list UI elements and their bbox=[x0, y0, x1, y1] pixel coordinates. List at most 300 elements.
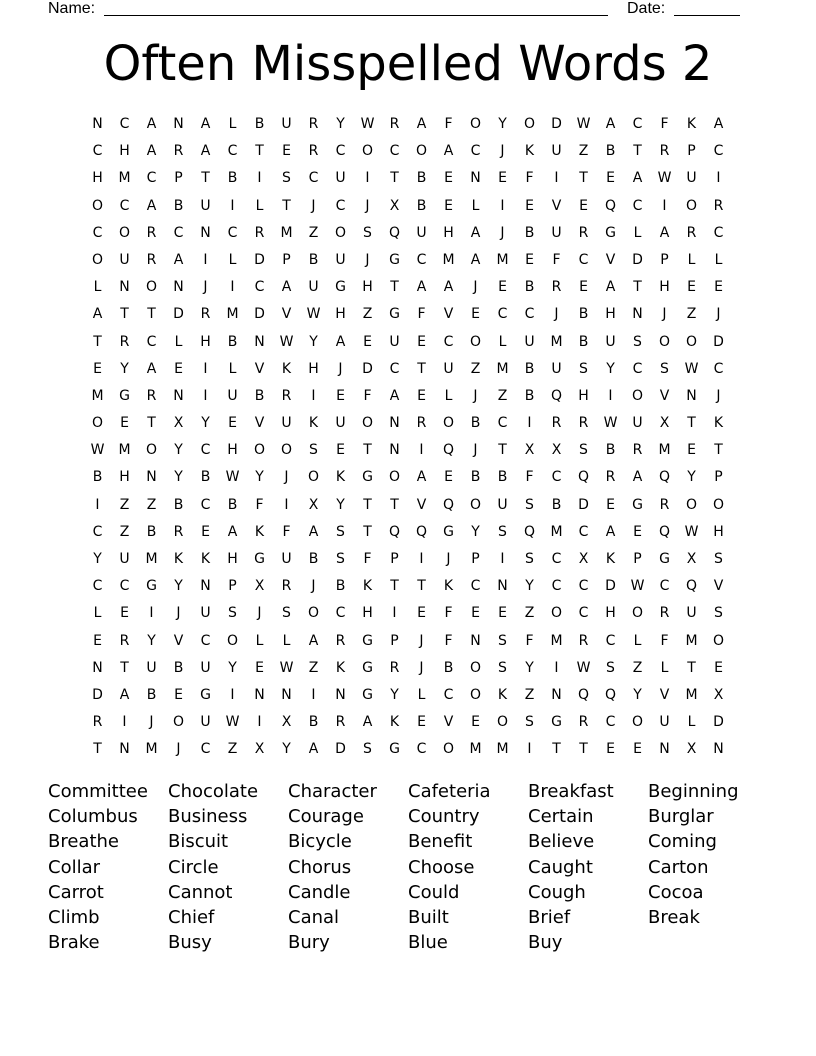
grid-letter[interactable]: S bbox=[525, 551, 534, 567]
grid-letter[interactable]: I bbox=[608, 387, 613, 404]
grid-letter[interactable]: T bbox=[363, 442, 372, 459]
grid-letter[interactable]: S bbox=[660, 360, 669, 377]
grid-letter[interactable]: J bbox=[257, 605, 262, 622]
grid-letter[interactable]: N bbox=[632, 306, 643, 323]
grid-letter[interactable]: O bbox=[685, 197, 698, 214]
grid-letter[interactable]: O bbox=[415, 143, 428, 160]
grid-letter[interactable]: W bbox=[306, 306, 321, 323]
grid-letter[interactable]: D bbox=[173, 306, 184, 323]
grid-letter[interactable]: G bbox=[632, 496, 643, 513]
grid-letter[interactable]: U bbox=[632, 415, 643, 432]
grid-letter[interactable]: S bbox=[579, 360, 588, 377]
grid-letter[interactable]: C bbox=[578, 578, 589, 595]
grid-letter[interactable]: B bbox=[227, 496, 238, 513]
grid-letter[interactable]: S bbox=[633, 333, 642, 350]
grid-letter[interactable]: G bbox=[362, 659, 373, 676]
grid-letter[interactable]: U bbox=[281, 551, 292, 567]
grid-letter[interactable]: O bbox=[280, 442, 293, 459]
grid-letter[interactable]: K bbox=[362, 578, 373, 595]
grid-letter[interactable]: J bbox=[473, 387, 478, 404]
grid-letter[interactable]: L bbox=[228, 116, 237, 132]
grid-letter[interactable]: C bbox=[605, 714, 616, 731]
grid-letter[interactable]: T bbox=[633, 143, 642, 160]
grid-letter[interactable]: Y bbox=[687, 469, 696, 486]
grid-letter[interactable]: W bbox=[90, 442, 105, 459]
grid-letter[interactable]: M bbox=[145, 551, 158, 567]
grid-letter[interactable]: I bbox=[203, 387, 208, 404]
grid-letter[interactable]: Q bbox=[658, 523, 671, 540]
grid-letter[interactable]: S bbox=[498, 659, 507, 676]
grid-letter[interactable]: C bbox=[578, 605, 589, 622]
grid-letter[interactable]: P bbox=[390, 551, 399, 567]
grid-letter[interactable]: O bbox=[442, 415, 455, 432]
grid-letter[interactable]: N bbox=[389, 415, 400, 432]
grid-letter[interactable]: L bbox=[228, 360, 237, 377]
grid-letter[interactable]: V bbox=[254, 360, 265, 377]
grid-letter[interactable]: O bbox=[496, 714, 509, 731]
grid-letter[interactable]: H bbox=[227, 551, 238, 567]
grid-letter[interactable]: O bbox=[145, 279, 158, 296]
grid-letter[interactable]: E bbox=[579, 197, 588, 214]
grid-letter[interactable]: R bbox=[686, 224, 697, 241]
grid-letter[interactable]: I bbox=[311, 686, 316, 703]
grid-letter[interactable]: E bbox=[201, 523, 210, 540]
grid-letter[interactable]: V bbox=[281, 306, 292, 323]
grid-letter[interactable]: L bbox=[228, 251, 237, 268]
grid-letter[interactable]: M bbox=[685, 632, 698, 649]
grid-letter[interactable]: F bbox=[552, 251, 561, 268]
grid-letter[interactable]: N bbox=[497, 578, 508, 595]
grid-letter[interactable]: W bbox=[279, 333, 294, 350]
grid-letter[interactable]: Z bbox=[497, 387, 508, 404]
grid-letter[interactable]: W bbox=[684, 523, 699, 540]
grid-letter[interactable]: B bbox=[551, 496, 562, 513]
grid-letter[interactable]: U bbox=[551, 224, 562, 241]
grid-letter[interactable]: Z bbox=[227, 741, 238, 758]
grid-letter[interactable]: B bbox=[200, 469, 211, 486]
grid-letter[interactable]: R bbox=[146, 251, 157, 268]
grid-letter[interactable]: R bbox=[578, 224, 589, 241]
grid-letter[interactable]: U bbox=[146, 659, 157, 676]
grid-letter[interactable]: V bbox=[605, 251, 616, 268]
grid-letter[interactable]: O bbox=[172, 714, 185, 731]
grid-letter[interactable]: U bbox=[659, 714, 670, 731]
grid-letter[interactable]: J bbox=[446, 551, 451, 567]
grid-letter[interactable]: M bbox=[118, 170, 131, 187]
grid-letter[interactable]: E bbox=[228, 415, 237, 432]
grid-letter[interactable]: R bbox=[551, 415, 562, 432]
grid-letter[interactable]: R bbox=[281, 578, 292, 595]
grid-letter[interactable]: A bbox=[470, 224, 481, 241]
grid-letter[interactable]: I bbox=[554, 170, 559, 187]
grid-letter[interactable]: Q bbox=[388, 224, 401, 241]
grid-letter[interactable]: K bbox=[254, 523, 265, 540]
grid-letter[interactable]: M bbox=[550, 632, 563, 649]
grid-letter[interactable]: W bbox=[657, 170, 672, 187]
grid-letter[interactable]: M bbox=[226, 306, 239, 323]
grid-letter[interactable]: O bbox=[658, 333, 671, 350]
grid-letter[interactable]: A bbox=[470, 251, 481, 268]
grid-letter[interactable]: T bbox=[120, 659, 129, 676]
grid-letter[interactable]: J bbox=[662, 306, 667, 323]
grid-letter[interactable]: J bbox=[149, 714, 154, 731]
grid-letter[interactable]: C bbox=[632, 360, 643, 377]
grid-letter[interactable]: O bbox=[685, 496, 698, 513]
grid-letter[interactable]: J bbox=[176, 741, 181, 758]
grid-letter[interactable]: B bbox=[524, 224, 535, 241]
grid-letter[interactable]: E bbox=[444, 170, 453, 187]
grid-letter[interactable]: N bbox=[659, 741, 670, 758]
grid-letter[interactable]: O bbox=[469, 686, 482, 703]
grid-letter[interactable]: G bbox=[443, 523, 454, 540]
grid-letter[interactable]: H bbox=[335, 306, 346, 323]
grid-letter[interactable]: S bbox=[606, 659, 615, 676]
grid-letter[interactable]: C bbox=[470, 143, 481, 160]
grid-letter[interactable]: N bbox=[254, 333, 265, 350]
grid-letter[interactable]: I bbox=[284, 496, 289, 513]
grid-letter[interactable]: J bbox=[203, 279, 208, 296]
grid-letter[interactable]: E bbox=[417, 333, 426, 350]
grid-letter[interactable]: H bbox=[362, 279, 373, 296]
grid-letter[interactable]: O bbox=[442, 741, 455, 758]
grid-letter[interactable]: M bbox=[550, 333, 563, 350]
grid-letter[interactable]: Z bbox=[632, 659, 643, 676]
grid-letter[interactable]: E bbox=[633, 741, 642, 758]
grid-letter[interactable]: S bbox=[336, 523, 345, 540]
grid-letter[interactable]: E bbox=[417, 714, 426, 731]
grid-letter[interactable]: S bbox=[498, 523, 507, 540]
grid-letter[interactable]: C bbox=[173, 224, 184, 241]
grid-letter[interactable]: F bbox=[525, 170, 534, 187]
grid-letter[interactable]: Z bbox=[308, 224, 319, 241]
grid-letter[interactable]: B bbox=[497, 469, 508, 486]
grid-letter[interactable]: L bbox=[417, 686, 426, 703]
grid-letter[interactable]: E bbox=[255, 659, 264, 676]
grid-letter[interactable]: F bbox=[255, 496, 264, 513]
grid-letter[interactable]: C bbox=[632, 116, 643, 132]
grid-letter[interactable]: R bbox=[578, 415, 589, 432]
grid-letter[interactable]: N bbox=[254, 686, 265, 703]
grid-letter[interactable]: K bbox=[335, 659, 346, 676]
grid-letter[interactable]: A bbox=[632, 469, 643, 486]
grid-letter[interactable]: B bbox=[416, 197, 427, 214]
grid-letter[interactable]: E bbox=[714, 659, 723, 676]
grid-letter[interactable]: T bbox=[390, 578, 399, 595]
grid-letter[interactable]: J bbox=[365, 251, 370, 268]
grid-letter[interactable]: O bbox=[469, 333, 482, 350]
grid-letter[interactable]: E bbox=[606, 496, 615, 513]
grid-letter[interactable]: C bbox=[524, 306, 535, 323]
grid-letter[interactable]: A bbox=[605, 523, 616, 540]
grid-letter[interactable]: R bbox=[551, 279, 562, 296]
grid-letter[interactable]: G bbox=[362, 632, 373, 649]
grid-letter[interactable]: F bbox=[660, 116, 669, 132]
grid-letter[interactable]: C bbox=[92, 224, 103, 241]
grid-letter[interactable]: U bbox=[281, 415, 292, 432]
grid-letter[interactable]: X bbox=[551, 442, 562, 459]
grid-letter[interactable]: L bbox=[93, 279, 102, 296]
grid-letter[interactable]: Z bbox=[119, 523, 130, 540]
grid-letter[interactable]: Y bbox=[606, 360, 615, 377]
grid-letter[interactable]: Y bbox=[471, 523, 480, 540]
grid-letter[interactable]: K bbox=[497, 686, 508, 703]
grid-letter[interactable]: R bbox=[713, 197, 724, 214]
grid-letter[interactable]: R bbox=[92, 714, 103, 731]
grid-letter[interactable]: I bbox=[500, 197, 505, 214]
grid-letter[interactable]: I bbox=[554, 659, 559, 676]
grid-letter[interactable]: U bbox=[335, 251, 346, 268]
grid-letter[interactable]: R bbox=[119, 632, 130, 649]
grid-letter[interactable]: Q bbox=[577, 686, 590, 703]
grid-letter[interactable]: R bbox=[578, 632, 589, 649]
grid-letter[interactable]: O bbox=[118, 224, 131, 241]
grid-letter[interactable]: N bbox=[92, 116, 103, 132]
grid-letter[interactable]: A bbox=[605, 279, 616, 296]
grid-letter[interactable]: C bbox=[632, 197, 643, 214]
grid-letter[interactable]: E bbox=[120, 605, 129, 622]
grid-letter[interactable]: C bbox=[308, 170, 319, 187]
grid-letter[interactable]: R bbox=[335, 714, 346, 731]
grid-letter[interactable]: K bbox=[686, 116, 697, 132]
grid-letter[interactable]: J bbox=[311, 197, 316, 214]
grid-letter[interactable]: T bbox=[147, 415, 156, 432]
grid-letter[interactable]: U bbox=[335, 170, 346, 187]
grid-letter[interactable]: O bbox=[91, 251, 104, 268]
grid-letter[interactable]: A bbox=[308, 523, 319, 540]
grid-letter[interactable]: R bbox=[416, 415, 427, 432]
grid-letter[interactable]: D bbox=[551, 116, 562, 132]
grid-letter[interactable]: E bbox=[579, 279, 588, 296]
grid-letter[interactable]: C bbox=[335, 605, 346, 622]
grid-letter[interactable]: E bbox=[687, 279, 696, 296]
grid-letter[interactable]: C bbox=[443, 686, 454, 703]
grid-letter[interactable]: T bbox=[93, 333, 102, 350]
grid-letter[interactable]: P bbox=[282, 251, 291, 268]
grid-letter[interactable]: B bbox=[308, 551, 319, 567]
grid-letter[interactable]: M bbox=[496, 251, 509, 268]
grid-letter[interactable]: V bbox=[443, 714, 454, 731]
grid-letter[interactable]: I bbox=[311, 387, 316, 404]
grid-letter[interactable]: O bbox=[550, 605, 563, 622]
grid-letter[interactable]: V bbox=[173, 632, 184, 649]
grid-letter[interactable]: M bbox=[442, 251, 455, 268]
grid-letter[interactable]: Q bbox=[523, 523, 536, 540]
grid-letter[interactable]: F bbox=[525, 469, 534, 486]
grid-letter[interactable]: L bbox=[687, 714, 696, 731]
grid-letter[interactable]: U bbox=[416, 224, 427, 241]
grid-letter[interactable]: H bbox=[578, 387, 589, 404]
grid-letter[interactable]: H bbox=[605, 306, 616, 323]
grid-letter[interactable]: K bbox=[281, 360, 292, 377]
grid-letter[interactable]: Z bbox=[362, 306, 373, 323]
grid-letter[interactable]: G bbox=[119, 387, 130, 404]
grid-letter[interactable]: C bbox=[335, 143, 346, 160]
grid-letter[interactable]: Z bbox=[119, 496, 130, 513]
grid-letter[interactable]: W bbox=[630, 578, 645, 595]
grid-letter[interactable]: U bbox=[524, 333, 535, 350]
grid-letter[interactable]: L bbox=[714, 251, 723, 268]
grid-letter[interactable]: X bbox=[254, 741, 265, 758]
grid-letter[interactable]: R bbox=[578, 714, 589, 731]
grid-letter[interactable]: S bbox=[525, 496, 534, 513]
grid-letter[interactable]: O bbox=[361, 143, 374, 160]
grid-letter[interactable]: J bbox=[284, 469, 289, 486]
grid-letter[interactable]: Z bbox=[524, 605, 535, 622]
grid-letter[interactable]: Y bbox=[336, 496, 345, 513]
grid-letter[interactable]: L bbox=[255, 197, 264, 214]
grid-letter[interactable]: A bbox=[416, 469, 427, 486]
grid-letter[interactable]: U bbox=[389, 333, 400, 350]
grid-letter[interactable]: F bbox=[444, 116, 453, 132]
grid-letter[interactable]: H bbox=[92, 170, 103, 187]
grid-letter[interactable]: T bbox=[255, 143, 264, 160]
grid-letter[interactable]: Y bbox=[525, 659, 534, 676]
grid-letter[interactable]: D bbox=[605, 578, 616, 595]
grid-letter[interactable]: E bbox=[606, 741, 615, 758]
grid-letter[interactable]: J bbox=[176, 605, 181, 622]
grid-letter[interactable]: I bbox=[203, 251, 208, 268]
grid-letter[interactable]: M bbox=[118, 442, 131, 459]
grid-letter[interactable]: I bbox=[95, 496, 100, 513]
grid-letter[interactable]: H bbox=[200, 333, 211, 350]
grid-letter[interactable]: R bbox=[200, 306, 211, 323]
grid-letter[interactable]: J bbox=[419, 659, 424, 676]
grid-letter[interactable]: I bbox=[527, 415, 532, 432]
grid-letter[interactable]: D bbox=[713, 333, 724, 350]
grid-letter[interactable]: D bbox=[713, 714, 724, 731]
grid-letter[interactable]: V bbox=[254, 415, 265, 432]
grid-letter[interactable]: T bbox=[390, 279, 399, 296]
grid-letter[interactable]: D bbox=[335, 741, 346, 758]
grid-letter[interactable]: A bbox=[335, 333, 346, 350]
grid-letter[interactable]: J bbox=[338, 360, 343, 377]
grid-letter[interactable]: C bbox=[119, 197, 130, 214]
grid-letter[interactable]: T bbox=[390, 496, 399, 513]
grid-letter[interactable]: E bbox=[336, 387, 345, 404]
grid-letter[interactable]: C bbox=[443, 333, 454, 350]
grid-letter[interactable]: U bbox=[200, 659, 211, 676]
grid-letter[interactable]: F bbox=[525, 632, 534, 649]
grid-letter[interactable]: S bbox=[309, 442, 318, 459]
grid-letter[interactable]: U bbox=[200, 605, 211, 622]
grid-letter[interactable]: I bbox=[500, 551, 505, 567]
grid-letter[interactable]: C bbox=[146, 170, 157, 187]
grid-letter[interactable]: E bbox=[417, 605, 426, 622]
grid-letter[interactable]: R bbox=[146, 224, 157, 241]
grid-letter[interactable]: I bbox=[230, 197, 235, 214]
grid-letter[interactable]: K bbox=[443, 578, 454, 595]
grid-letter[interactable]: W bbox=[225, 469, 240, 486]
grid-letter[interactable]: A bbox=[173, 251, 184, 268]
grid-letter[interactable]: T bbox=[633, 279, 642, 296]
grid-letter[interactable]: I bbox=[365, 170, 370, 187]
grid-letter[interactable]: L bbox=[660, 659, 669, 676]
grid-letter[interactable]: H bbox=[119, 469, 130, 486]
grid-letter[interactable]: O bbox=[712, 496, 725, 513]
grid-letter[interactable]: Y bbox=[201, 415, 210, 432]
grid-letter[interactable]: O bbox=[631, 387, 644, 404]
date-blank-line[interactable] bbox=[674, 15, 740, 16]
grid-letter[interactable]: S bbox=[525, 714, 534, 731]
grid-letter[interactable]: Y bbox=[309, 333, 318, 350]
grid-letter[interactable]: E bbox=[471, 306, 480, 323]
grid-letter[interactable]: C bbox=[119, 116, 130, 132]
grid-letter[interactable]: N bbox=[200, 224, 211, 241]
grid-letter[interactable]: I bbox=[419, 442, 424, 459]
grid-letter[interactable]: L bbox=[687, 251, 696, 268]
grid-letter[interactable]: Z bbox=[578, 143, 589, 160]
grid-letter[interactable]: D bbox=[578, 496, 589, 513]
grid-letter[interactable]: J bbox=[419, 632, 424, 649]
grid-letter[interactable]: N bbox=[200, 578, 211, 595]
grid-letter[interactable]: C bbox=[578, 523, 589, 540]
grid-letter[interactable]: J bbox=[311, 578, 316, 595]
grid-letter[interactable]: T bbox=[201, 170, 210, 187]
grid-letter[interactable]: Y bbox=[174, 442, 183, 459]
grid-letter[interactable]: F bbox=[417, 306, 426, 323]
grid-letter[interactable]: T bbox=[417, 578, 426, 595]
grid-letter[interactable]: X bbox=[578, 551, 589, 567]
grid-letter[interactable]: C bbox=[389, 360, 400, 377]
grid-letter[interactable]: I bbox=[203, 360, 208, 377]
grid-letter[interactable]: P bbox=[633, 551, 642, 567]
grid-letter[interactable]: J bbox=[716, 387, 721, 404]
grid-letter[interactable]: E bbox=[444, 469, 453, 486]
grid-letter[interactable]: N bbox=[281, 686, 292, 703]
grid-letter[interactable]: J bbox=[716, 306, 721, 323]
grid-letter[interactable]: T bbox=[687, 659, 696, 676]
grid-letter[interactable]: D bbox=[632, 251, 643, 268]
grid-letter[interactable]: K bbox=[308, 415, 319, 432]
grid-letter[interactable]: P bbox=[228, 578, 237, 595]
grid-letter[interactable]: X bbox=[389, 197, 400, 214]
grid-letter[interactable]: O bbox=[712, 632, 725, 649]
grid-letter[interactable]: N bbox=[173, 116, 184, 132]
grid-letter[interactable]: U bbox=[551, 360, 562, 377]
grid-letter[interactable]: L bbox=[471, 197, 480, 214]
grid-letter[interactable]: X bbox=[308, 496, 319, 513]
grid-letter[interactable]: C bbox=[227, 224, 238, 241]
grid-letter[interactable]: Q bbox=[577, 469, 590, 486]
grid-letter[interactable]: S bbox=[714, 551, 723, 567]
grid-letter[interactable]: M bbox=[280, 224, 293, 241]
grid-letter[interactable]: K bbox=[605, 551, 616, 567]
grid-letter[interactable]: B bbox=[254, 116, 265, 132]
grid-letter[interactable]: C bbox=[200, 496, 211, 513]
grid-letter[interactable]: B bbox=[173, 197, 184, 214]
grid-letter[interactable]: U bbox=[200, 197, 211, 214]
grid-letter[interactable]: B bbox=[254, 387, 265, 404]
grid-letter[interactable]: B bbox=[335, 578, 346, 595]
grid-letter[interactable]: J bbox=[500, 224, 505, 241]
grid-letter[interactable]: C bbox=[92, 523, 103, 540]
grid-letter[interactable]: E bbox=[471, 605, 480, 622]
grid-letter[interactable]: B bbox=[524, 360, 535, 377]
grid-letter[interactable]: G bbox=[335, 279, 346, 296]
grid-letter[interactable]: N bbox=[92, 659, 103, 676]
grid-letter[interactable]: X bbox=[281, 714, 292, 731]
grid-letter[interactable]: E bbox=[336, 442, 345, 459]
grid-letter[interactable]: Z bbox=[524, 686, 535, 703]
grid-letter[interactable]: H bbox=[605, 605, 616, 622]
grid-letter[interactable]: O bbox=[226, 632, 239, 649]
grid-letter[interactable]: C bbox=[119, 578, 130, 595]
grid-letter[interactable]: A bbox=[200, 116, 211, 132]
grid-letter[interactable]: H bbox=[308, 360, 319, 377]
grid-letter[interactable]: K bbox=[200, 551, 211, 567]
grid-letter[interactable]: T bbox=[579, 741, 588, 758]
grid-letter[interactable]: R bbox=[173, 143, 184, 160]
